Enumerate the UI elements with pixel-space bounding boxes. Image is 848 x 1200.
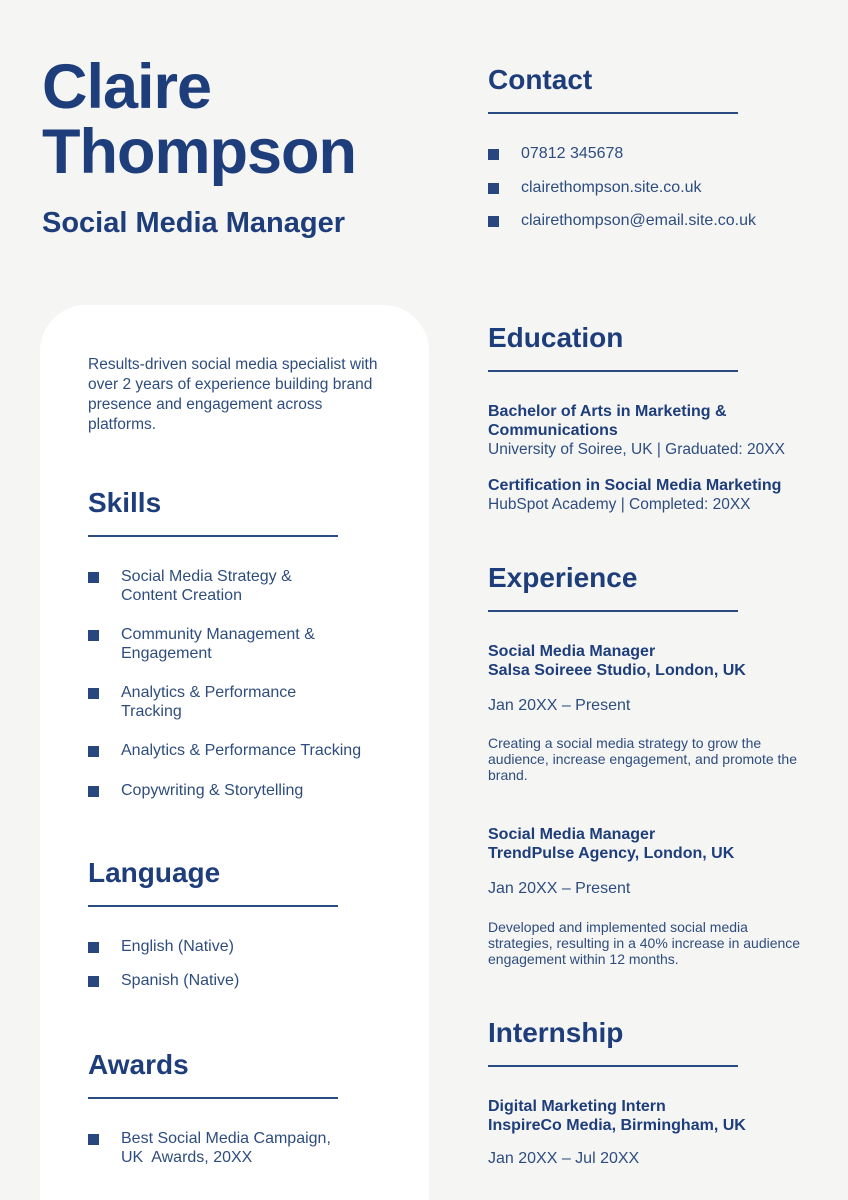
awards-list xyxy=(88,1130,389,1167)
language-heading: Language xyxy=(88,857,221,888)
last-name: Thompson xyxy=(42,117,356,187)
language-label: Spanish (Native) xyxy=(121,971,240,989)
education-entries xyxy=(488,402,823,515)
section-underline xyxy=(488,610,738,612)
contact-heading: Contact xyxy=(488,64,593,95)
list-item xyxy=(88,782,389,801)
skills-heading: Skills xyxy=(88,487,162,518)
section-underline xyxy=(88,905,338,907)
square-bullet-icon xyxy=(88,746,99,757)
website-url: clairethompson.site.co.uk xyxy=(521,178,702,196)
contact-list xyxy=(488,145,823,231)
identity-block xyxy=(42,52,356,240)
internship-entry xyxy=(488,1097,823,1169)
award-label: Best Social Media Campaign, UK Awards, 20XX xyxy=(121,1130,331,1166)
skill-label: Analytics & Performance Tracking xyxy=(121,684,297,720)
list-item xyxy=(488,179,823,198)
phone-number: 07812 345678 xyxy=(521,145,624,162)
job-company: TrendPulse Agency, London, UK xyxy=(488,845,735,862)
square-bullet-icon xyxy=(88,942,99,953)
degree-title: Bachelor of Arts in Marketing & Communications xyxy=(488,402,727,439)
list-item xyxy=(88,1130,389,1167)
certification-title: Certification in Social Media Marketing xyxy=(488,477,782,494)
education-entry xyxy=(488,476,823,515)
skills-list xyxy=(88,568,389,800)
internship-company: InspireCo Media, Birmingham, UK xyxy=(488,1116,746,1134)
person-name xyxy=(42,52,356,187)
job-title: Social Media Manager xyxy=(42,207,345,239)
list-item xyxy=(488,145,823,164)
skill-label: Analytics & Performance Tracking xyxy=(121,742,362,759)
main-column xyxy=(488,64,823,1168)
skill-label: Copywriting & Storytelling xyxy=(121,781,304,799)
job-entry xyxy=(488,642,823,784)
language-list xyxy=(88,938,389,990)
awards-section xyxy=(88,1049,389,1167)
job-entry xyxy=(488,825,823,967)
section-underline xyxy=(88,535,338,537)
email-address: clairethompson@email.site.co.uk xyxy=(521,212,757,229)
list-item xyxy=(88,684,389,721)
section-underline xyxy=(488,370,738,372)
square-bullet-icon xyxy=(88,572,99,583)
skills-section xyxy=(88,487,389,800)
section-underline xyxy=(88,1097,338,1099)
education-entry xyxy=(488,402,823,460)
square-bullet-icon xyxy=(88,1134,99,1145)
job-description: Developed and implemented social media strategies, resulting in a 40% increase in audience engagement within 12 months. xyxy=(488,918,801,967)
square-bullet-icon xyxy=(88,630,99,641)
list-item xyxy=(88,626,389,663)
first-name: Claire xyxy=(42,52,212,122)
section-underline xyxy=(488,112,738,114)
internship-heading: Internship xyxy=(488,1016,624,1048)
language-label: English (Native) xyxy=(121,938,234,955)
list-item xyxy=(88,742,389,761)
education-heading: Education xyxy=(488,321,624,353)
section-underline xyxy=(488,1065,738,1067)
job-dates: Jan 20XX – Present xyxy=(488,880,631,897)
profile-summary: Results-driven social media specialist with over 2 years of experience building brand presence and engagement across platforms. xyxy=(88,356,378,433)
sidebar-card xyxy=(40,305,429,1200)
square-bullet-icon xyxy=(488,149,499,160)
internship-dates: Jan 20XX – Jul 20XX xyxy=(488,1149,640,1167)
list-item xyxy=(88,972,389,991)
skill-label: Community Management & Engagement xyxy=(121,626,315,662)
job-company: Salsa Soireee Studio, London, UK xyxy=(488,661,746,679)
experience-heading: Experience xyxy=(488,561,638,593)
list-item xyxy=(488,212,823,231)
degree-detail: University of Soiree, UK | Graduated: 20XX xyxy=(488,440,785,458)
square-bullet-icon xyxy=(88,976,99,987)
square-bullet-icon xyxy=(488,216,499,227)
job-dates: Jan 20XX – Present xyxy=(488,696,631,714)
experience-section xyxy=(488,562,823,967)
certification-detail: HubSpot Academy | Completed: 20XX xyxy=(488,496,751,513)
internship-title: Digital Marketing Intern xyxy=(488,1097,666,1115)
contact-section xyxy=(488,64,823,231)
skill-label: Social Media Strategy & Content Creation xyxy=(121,568,292,604)
education-section xyxy=(488,322,823,515)
list-item xyxy=(88,568,389,605)
job-description: Creating a social media strategy to grow the audience, increase engagement, and promote the brand. xyxy=(488,735,797,783)
square-bullet-icon xyxy=(88,786,99,797)
internship-section xyxy=(488,1017,823,1169)
square-bullet-icon xyxy=(488,183,499,194)
square-bullet-icon xyxy=(88,688,99,699)
list-item xyxy=(88,938,389,957)
awards-heading: Awards xyxy=(88,1049,189,1080)
job-title: Social Media Manager xyxy=(488,642,656,660)
language-section xyxy=(88,857,389,990)
job-title: Social Media Manager xyxy=(488,826,656,843)
